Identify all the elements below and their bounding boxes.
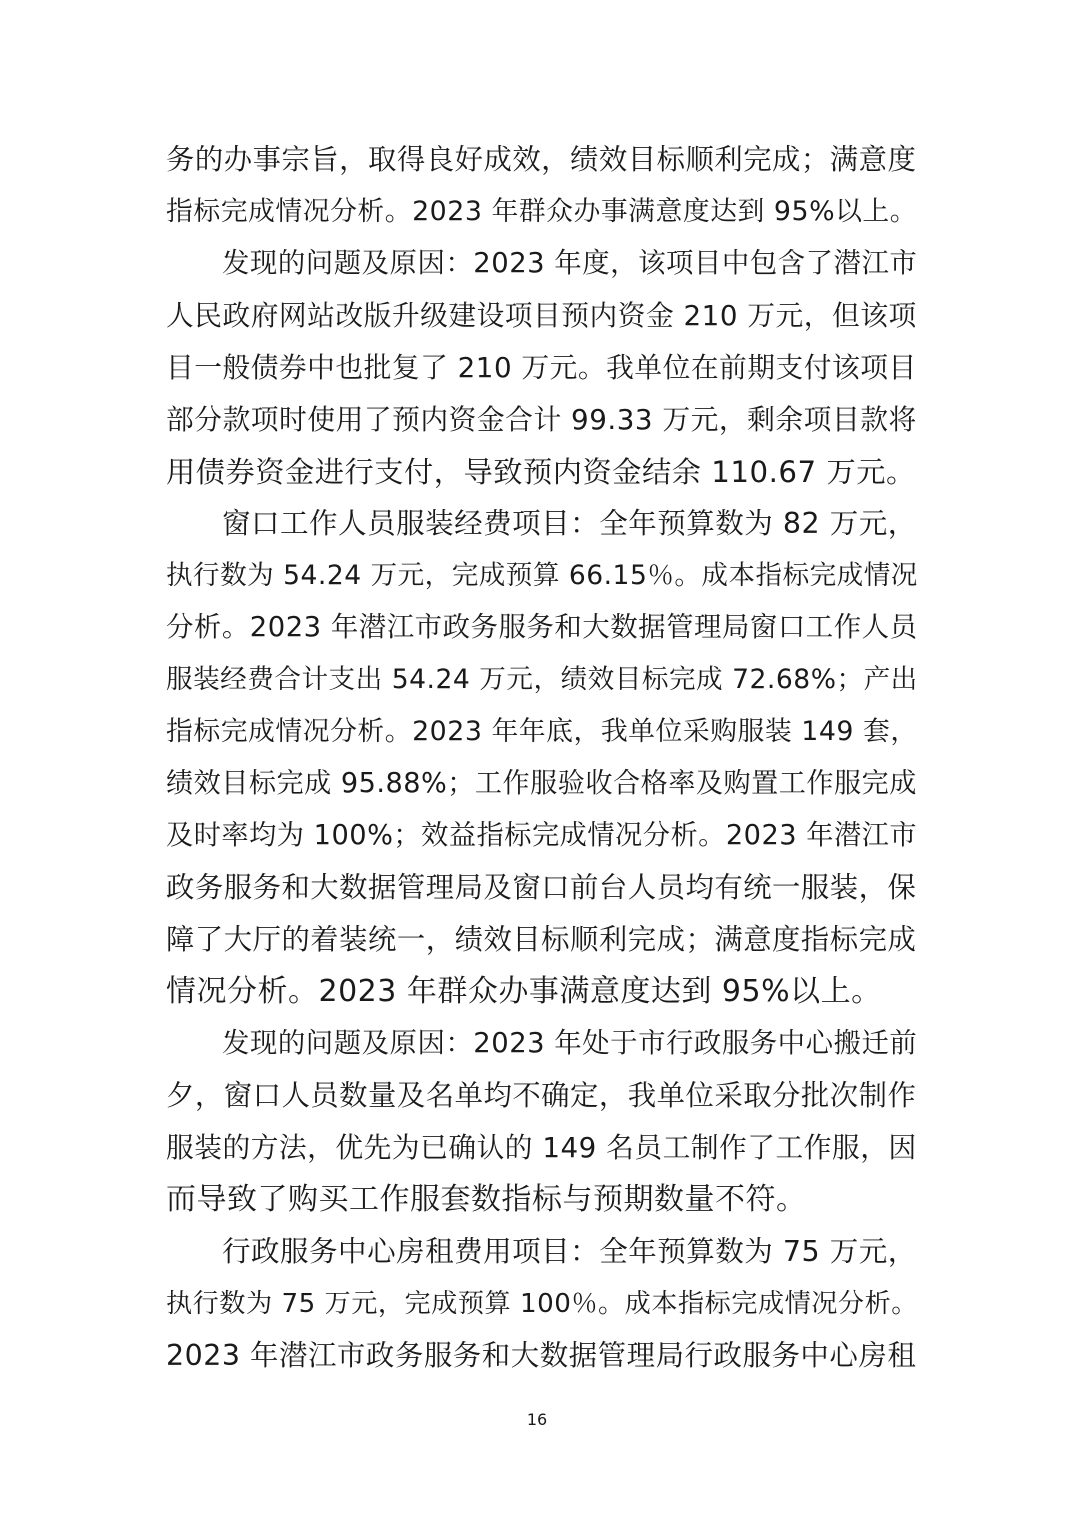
text-line: 分析。2023 年潜江市政务服务和大数据管理局窗口工作人员: [166, 612, 918, 643]
text-line: 人民政府网站改版升级建设项目预内资金 210 万元，但该项: [166, 299, 917, 332]
text-line: 用债券资金进行支付，导致预内资金结余 110.67 万元。: [166, 455, 916, 489]
text-line: 夕，窗口人员数量及名单均不确定，我单位采取分批次制作: [166, 1079, 917, 1112]
text-line: 而导致了购买工作服套数指标与预期数量不符。: [166, 1182, 807, 1217]
text-line: 绩效目标完成 95.88%；工作服验收合格率及购置工作服完成: [166, 768, 917, 799]
paragraph-start-line: 发现的问题及原因：2023 年处于市行政服务中心搬迁前: [222, 1028, 918, 1059]
text-line: 执行数为 54.24 万元，完成预算 66.15％。成本指标完成情况: [166, 560, 918, 591]
text-line: 目一般债券中也批复了 210 万元。我单位在前期支付该项目: [166, 351, 917, 384]
text-line: 及时率均为 100%；效益指标完成情况分析。2023 年潜江市: [166, 820, 918, 851]
body-text: [166, 134, 916, 1382]
text-line: 执行数为 75 万元，完成预算 100％。成本指标完成情况分析。: [166, 1289, 918, 1319]
text-line: 政务服务和大数据管理局及窗口前台人员均有统一服装，保: [166, 871, 917, 904]
text-line: 情况分析。2023 年群众办事满意度达到 95%以上。: [166, 974, 882, 1009]
text-line: 服装的方法，优先为已确认的 149 名员工制作了工作服，因: [166, 1131, 917, 1164]
paragraph-start-line: 行政服务中心房租费用项目：全年预算数为 75 万元，: [222, 1235, 917, 1268]
text-line: 服装经费合计支出 54.24 万元，绩效目标完成 72.68%；产出: [166, 664, 918, 695]
text-line: 2023 年潜江市政务服务和大数据管理局行政服务中心房租: [166, 1339, 917, 1372]
text-line: 障了大厅的着装统一，绩效目标顺利完成；满意度指标完成: [166, 923, 917, 956]
text-line: 指标完成情况分析。2023 年群众办事满意度达到 95%以上。: [166, 196, 918, 227]
text-line: 务的办事宗旨，取得良好成效，绩效目标顺利完成；满意度: [166, 143, 917, 176]
paragraph-start-line: 窗口工作人员服装经费项目：全年预算数为 82 万元，: [222, 507, 917, 540]
text-line: 部分款项时使用了预内资金合计 99.33 万元，剩余项目款将: [166, 403, 917, 436]
page-number: 16: [526, 1410, 548, 1429]
paragraph-start-line: 发现的问题及原因：2023 年度，该项目中包含了潜江市: [222, 248, 918, 279]
text-line: 指标完成情况分析。2023 年年底，我单位采购服装 149 套，: [166, 716, 918, 747]
